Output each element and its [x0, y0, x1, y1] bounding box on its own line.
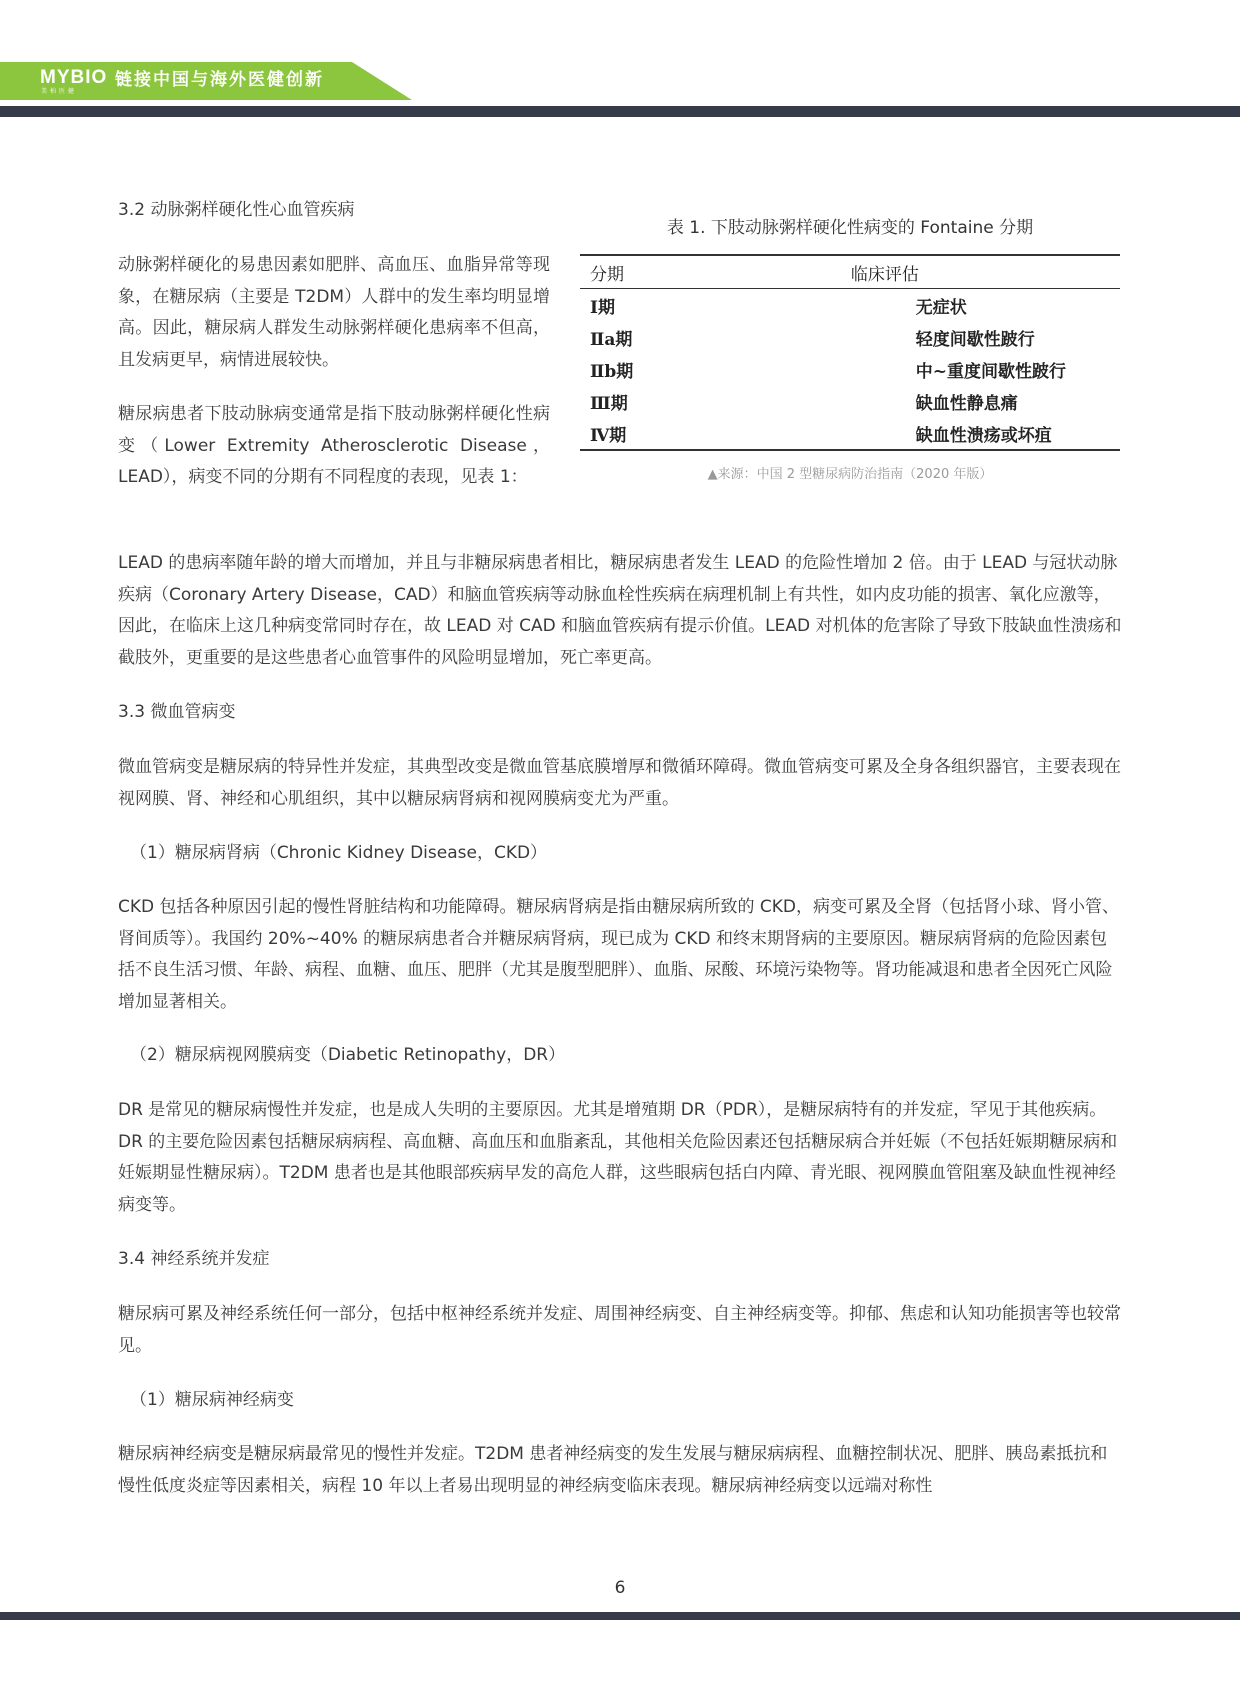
section-heading-3-2: 3.2 动脉粥样硬化性心血管疾病: [118, 200, 355, 220]
assessment-cell: 缺血性静息痛: [915, 393, 1018, 414]
section-heading-3-3: 3.3 微血管病变: [118, 702, 236, 722]
subheading-dr: （2）糖尿病视网膜病变（Diabetic Retinopathy，DR）: [130, 1045, 566, 1065]
assessment-cell: 缺血性溃疡或坏疽: [650, 417, 1120, 450]
header-divider: [0, 106, 1240, 117]
paragraph-3-2-3: LEAD 的患病率随年龄的增大而增加，并且与非糖尿病患者相比，糖尿病患者发生 LEAD 的危险性增加 2 倍。由于 LEAD 与冠状动脉疾病（Coronary Artery Disease，CAD）和脑血管疾病等动脉血栓性疾病在病理机制上有共性，如内皮功能的损害、氧化应激等，因此，在临床上这几种病变常同时存在，故 LEAD 对 CAD 和脑血管疾病有提示价值。LEAD 对机体的危害除了导致下肢缺血性溃疡和截肢外，更重要的是这些患者心血管事件的风险明显增加，死亡率更高。: [118, 553, 1122, 668]
paragraph-dr: DR 是常见的糖尿病慢性并发症，也是成人失明的主要原因。尤其是增殖期 DR（PDR），是糖尿病特有的并发症，罕见于其他疾病。DR 的主要危险因素包括糖尿病病程、高血糖、高血压和血脂紊乱，其他相关危险因素还包括糖尿病合并妊娠（不包括妊娠期糖尿病和妊娠期显性糖尿病）。T2DM 患者也是其他眼部疾病早发的高危人群，这些眼病包括白内障、青光眼、视网膜血管阻塞及缺血性视神经病变等。: [118, 1100, 1118, 1215]
subheading-ckd: （1）糖尿病肾病（Chronic Kidney Disease，CKD）: [130, 843, 548, 863]
table-row: [580, 353, 1120, 385]
stage-cell: Ⅲ期: [590, 393, 628, 414]
table-header-row: [580, 255, 1120, 289]
stage-cell: Ⅳ期: [580, 417, 650, 450]
brand-logo-subtitle: 美柏医健: [41, 88, 78, 95]
header-tagline: 链接中国与海外医健创新: [115, 70, 324, 90]
assessment-cell: 中~重度间歇性跛行: [915, 361, 1066, 382]
table-header-assessment: 临床评估: [650, 255, 1120, 289]
paragraph-neuropathy: 糖尿病神经病变是糖尿病最常见的慢性并发症。T2DM 患者神经病变的发生发展与糖尿病病程、血糖控制状况、肥胖、胰岛素抵抗和慢性低度炎症等因素相关，病程 10 年以上者易出现明显的神经病变临床表现。糖尿病神经病变以远端对称性: [118, 1444, 1108, 1496]
table-title: 表 1. 下肢动脉粥样硬化性病变的 Fontaine 分期: [666, 218, 1034, 238]
table-header-stage: 分期: [580, 255, 650, 289]
table-row: [580, 321, 1120, 353]
assessment-cell: 轻度间歇性跛行: [915, 329, 1035, 350]
paragraph-3-4-1: 糖尿病可累及神经系统任何一部分，包括中枢神经系统并发症、周围神经病变、自主神经病变等。抑郁、焦虑和认知功能损害等也较常见。: [118, 1304, 1121, 1356]
table-row: [580, 289, 1120, 322]
stage-cell: Ⅱb期: [590, 361, 634, 382]
subheading-neuropathy: （1）糖尿病神经病变: [130, 1390, 294, 1410]
section-heading-3-4: 3.4 神经系统并发症: [118, 1249, 270, 1269]
stage-cell: Ⅰ期: [590, 297, 615, 318]
paragraph-3-3-1: 微血管病变是糖尿病的特异性并发症，其典型改变是微血管基底膜增厚和微循环障碍。微血管病变可累及全身各组织器官，主要表现在视网膜、肾、神经和心肌组织，其中以糖尿病肾病和视网膜病变尤为严重。: [118, 757, 1121, 809]
paragraph-3-2-1: 动脉粥样硬化的易患因素如肥胖、高血压、血脂异常等现象，在糖尿病（主要是 T2DM）人群中的发生率均明显增高。因此，糖尿病人群发生动脉粥样硬化患病率不但高，且发病更早，病情进展较快。: [118, 255, 550, 370]
brand-logo: MYBIO: [40, 67, 108, 88]
table-row: [580, 385, 1120, 417]
footer-divider: [0, 1612, 1240, 1620]
stage-cell: Ⅱa期: [590, 329, 633, 350]
fontaine-table: [580, 254, 1120, 451]
paragraph-ckd: CKD 包括各种原因引起的慢性肾脏结构和功能障碍。糖尿病肾病是指由糖尿病所致的 CKD，病变可累及全肾（包括肾小球、肾小管、肾间质等）。我国约 20%~40% 的糖尿病患者合并糖尿病肾病，现已成为 CKD 和终末期肾病的主要原因。糖尿病肾病的危险因素包括不良生活习惯、年龄、病程、血糖、血压、肥胖（尤其是腹型肥胖）、血脂、尿酸、环境污染物等。肾功能减退和患者全因死亡风险增加显著相关。: [118, 897, 1120, 1012]
assessment-cell: 无症状: [915, 297, 967, 318]
page-number: 6: [614, 1578, 626, 1598]
table-row: [580, 417, 1120, 450]
paragraph-3-2-2: 糖尿病患者下肢动脉病变通常是指下肢动脉粥样硬化性病变（Lower Extremity Atherosclerotic Disease，LEAD），病变不同的分期有不同程度的表现，见表 1：: [118, 404, 550, 487]
table-source: ▲来源：中国 2 型糖尿病防治指南（2020 年版）: [707, 467, 993, 482]
